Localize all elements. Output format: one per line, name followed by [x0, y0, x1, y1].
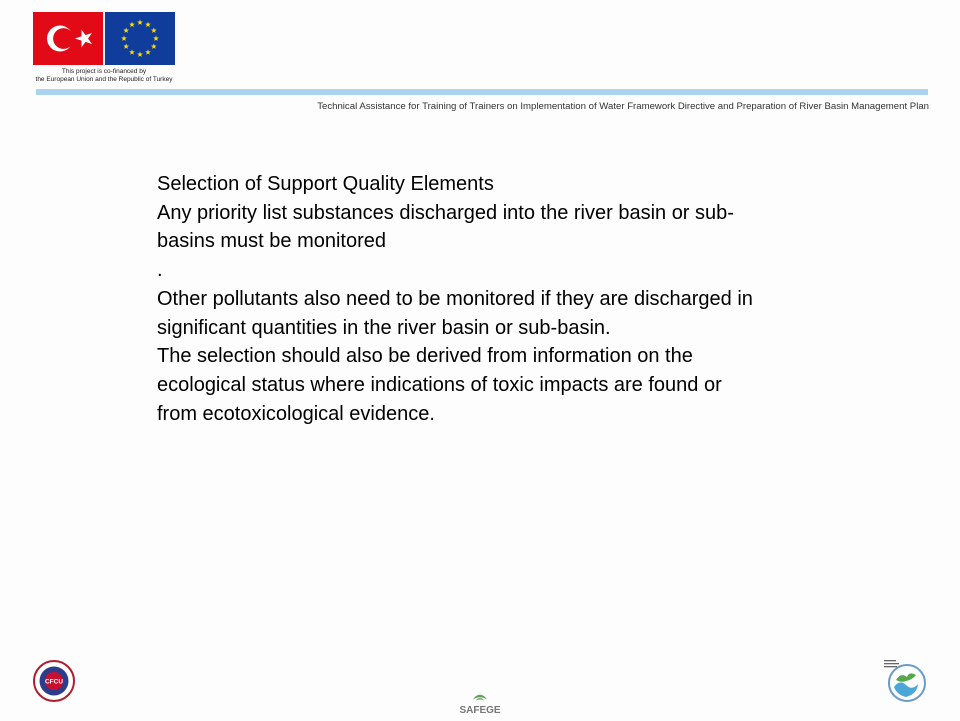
eu-star-icon: [145, 49, 151, 54]
header-logos: [33, 12, 175, 84]
paragraph-separator: .: [157, 259, 163, 282]
eu-star-icon: [153, 36, 159, 41]
ministry-logo-icon: [882, 657, 928, 703]
paragraph-priority-substances: Any priority list substances discharged into the river basin or sub-basins must be monitored: [157, 201, 734, 253]
slide-heading: Selection of Support Quality Elements: [157, 173, 494, 195]
eu-star-icon: [137, 52, 143, 57]
cofinance-note: [33, 68, 175, 83]
eu-flag-icon: [105, 12, 175, 65]
cofinance-line-1: This project is co-financed by: [61, 68, 147, 75]
eu-star-icon: [151, 44, 157, 49]
eu-star-icon: [129, 49, 135, 54]
eu-star-icon: [123, 44, 129, 49]
project-title: Technical Assistance for Training of Trainers on Implementation of Water Framework Directive and Preparation of River Basin Management Plan: [317, 101, 929, 112]
eu-star-icon: [121, 36, 127, 41]
slide-body: [157, 170, 757, 428]
safege-logo-icon: [447, 690, 513, 716]
eu-star-icon: [123, 28, 129, 33]
eu-star-icon: [145, 22, 151, 27]
safege-logo-label: SAFEGE: [459, 705, 501, 716]
header-divider: [36, 89, 928, 95]
cfcu-logo-icon: [33, 660, 75, 702]
cfcu-logo-label: CFCU: [44, 678, 64, 686]
cofinance-line-2: the European Union and the Republic of Turkey: [35, 75, 173, 83]
eu-star-icon: [129, 22, 135, 27]
eu-star-icon: [151, 28, 157, 33]
paragraph-selection-evidence: The selection should also be derived from information on the ecological status where indications of toxic impacts are found or from ecotoxicological evidence.: [157, 345, 722, 425]
eu-star-icon: [137, 20, 143, 25]
turkey-flag-icon: [33, 12, 103, 65]
paragraph-other-pollutants: Other pollutants also need to be monitored if they are discharged in significant quantities in the river basin or sub-basin.: [157, 287, 753, 339]
